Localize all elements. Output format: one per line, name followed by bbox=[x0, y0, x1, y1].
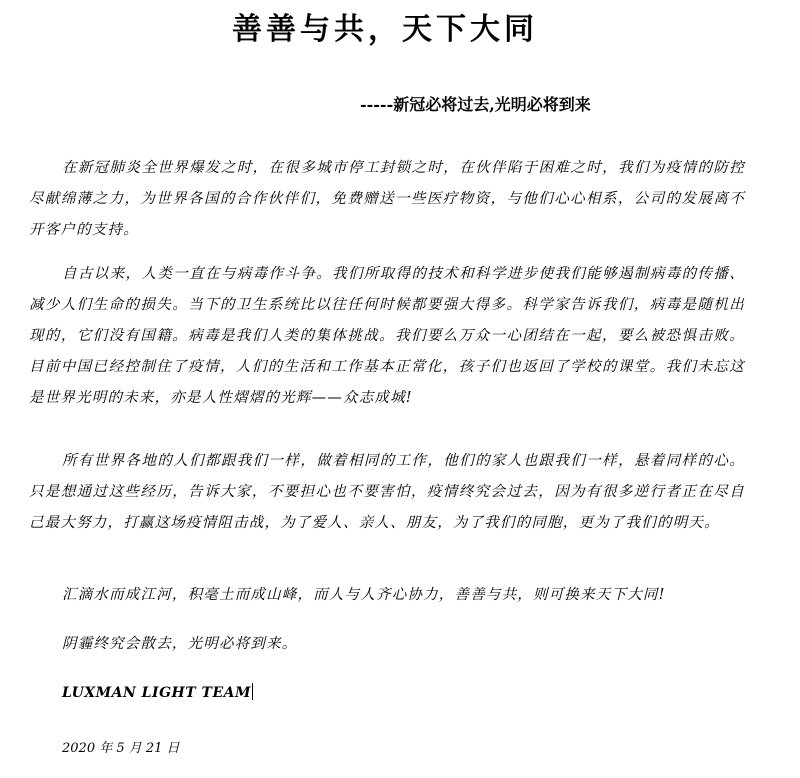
paragraph-5: 阴霾终究会散去，光明必将到来。 bbox=[62, 636, 298, 652]
document-subtitle: -----新冠必将过去,光明必将到来 bbox=[360, 95, 591, 114]
paragraph-2: 自古以来，人类一直在与病毒作斗争。我们所取得的技术和科学进步使我们能够遏制病毒的传播、减少人们生命的损失。当下的卫生系统比以往任何时候都要强大得多。科学家告诉我们，病毒是随机出现的，它们没有国籍。病毒是我们人类的集体挑战。我们要么万众一心团结在一起，要么被恐惧击败。目前中国已经控制住了疫情，人们的生活和工作基本正常化，孩子们也返回了学校的课堂。我们未忘这是世界光明的未来，亦是人性熠熠的光辉——众志成城! bbox=[29, 266, 745, 406]
text-cursor bbox=[252, 683, 253, 700]
paragraph-4: 汇滴水而成江河，积毫土而成山峰，而人与人齐心协力，善善与共，则可换来天下大同! bbox=[62, 587, 666, 603]
paragraph-1: 在新冠肺炎全世界爆发之时，在很多城市停工封锁之时，在伙伴陷于困难之时，我们为疫情的防控尽献绵薄之力，为世界各国的合作伙伴们，免费赠送一些医疗物资，与他们心心相系，公司的发展离不开客户的支持。 bbox=[29, 160, 745, 238]
paragraph-3: 所有世界各地的人们都跟我们一样，做着相同的工作，他们的家人也跟我们一样，悬着同样的心。只是想通过这些经历，告诉大家，不要担心也不要害怕，疫情终究会过去，因为有很多逆行者正在尽自己最大努力，打赢这场疫情阻击战，为了爱人、亲人、朋友，为了我们的同胞，更为了我们的明天。 bbox=[29, 453, 745, 531]
signature bbox=[62, 683, 253, 701]
document-title: 善善与共，天下大同 bbox=[232, 12, 538, 47]
signature-text: LUXMAN LIGHT TEAM bbox=[62, 685, 251, 701]
document-date: 2020 年 5 月 21 日 bbox=[62, 741, 180, 756]
